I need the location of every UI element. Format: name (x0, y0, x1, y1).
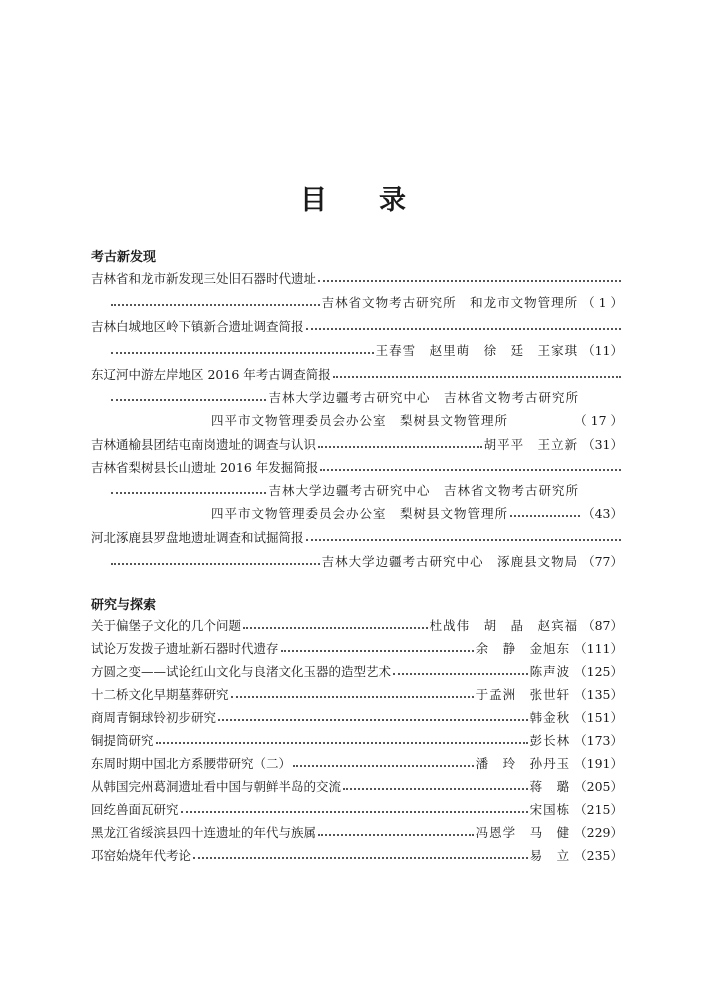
toc-entry-authors: 吉林省文物考古研究所 和龙市文物管理所 （ 1 ） (109, 291, 623, 313)
title-char-1: 目 (300, 185, 327, 216)
toc-entry-title[interactable]: 吉林通榆县团结屯南岗遗址的调查与认识 胡平平 王立新 （31） (91, 433, 623, 455)
toc-entry[interactable]: 东周时期中国北方系腰带研究（二） 潘 玲 孙丹玉 （191） (91, 752, 623, 774)
toc-entry[interactable]: 从韩国完州葛洞遗址看中国与朝鲜半岛的交流 蒋 璐 （205） (91, 775, 623, 797)
toc-entry[interactable]: 黑龙江省绥滨县四十连遗址的年代与族属 冯恩学 马 健 （229） (91, 821, 623, 843)
toc-entry[interactable]: 回纥兽面瓦研究 宋国栋 （215） (91, 798, 623, 820)
toc-entry[interactable]: 关于偏堡子文化的几个问题 杜战伟 胡 晶 赵宾福 （87） (91, 614, 623, 636)
toc-entry-authors: 吉林大学边疆考古研究中心 吉林省文物考古研究所 (109, 386, 579, 408)
toc-entry-title[interactable]: 吉林白城地区岭下镇新合遗址调查简报 (91, 315, 623, 337)
page-title (0, 178, 706, 217)
toc-entry-authors: 王春雪 赵里萌 徐 廷 王家琪 （11） (109, 339, 623, 361)
toc-entry[interactable]: 十二桥文化早期墓葬研究 于孟洲 张世轩 （135） (91, 683, 623, 705)
toc-entry-title[interactable]: 东辽河中游左岸地区 2016 年考古调查简报 (91, 363, 623, 385)
toc-entry-authors: 吉林大学边疆考古研究中心 吉林省文物考古研究所 (109, 479, 579, 501)
toc-entry-authors: 吉林大学边疆考古研究中心 涿鹿县文物局 （77） (109, 550, 623, 572)
toc-entry-authors-continued: 四平市文物管理委员会办公室 梨树县文物管理所 （43） (211, 502, 623, 524)
toc-entry[interactable]: 方圆之变——试论红山文化与良渚文化玉器的造型艺术 陈声波 （125） (91, 660, 623, 682)
toc-entry[interactable]: 商周青铜球铃初步研究 韩金秋 （151） (91, 706, 623, 728)
section-heading-discoveries: 考古新发现 (91, 250, 157, 265)
toc-entry[interactable]: 铜提筒研究 彭长林 （173） (91, 729, 623, 751)
title-char-2: 录 (379, 185, 406, 216)
section-heading-research: 研究与探索 (91, 598, 157, 613)
toc-entry[interactable]: 邛窑始烧年代考论 易 立 （235） (91, 844, 623, 866)
toc-entry-title[interactable]: 河北涿鹿县罗盘地遗址调查和试掘简报 (91, 526, 623, 548)
toc-entry[interactable]: 试论万发拨子遗址新石器时代遗存 余 静 金旭东 （111） (91, 637, 623, 659)
toc-entry-authors-continued: 四平市文物管理委员会办公室 梨树县文物管理所 （ 17 ） (211, 413, 623, 428)
toc-entry-title[interactable]: 吉林省梨树县长山遗址 2016 年发掘简报 (91, 456, 623, 478)
toc-entry-title[interactable]: 吉林省和龙市新发现三处旧石器时代遗址 (91, 267, 623, 289)
